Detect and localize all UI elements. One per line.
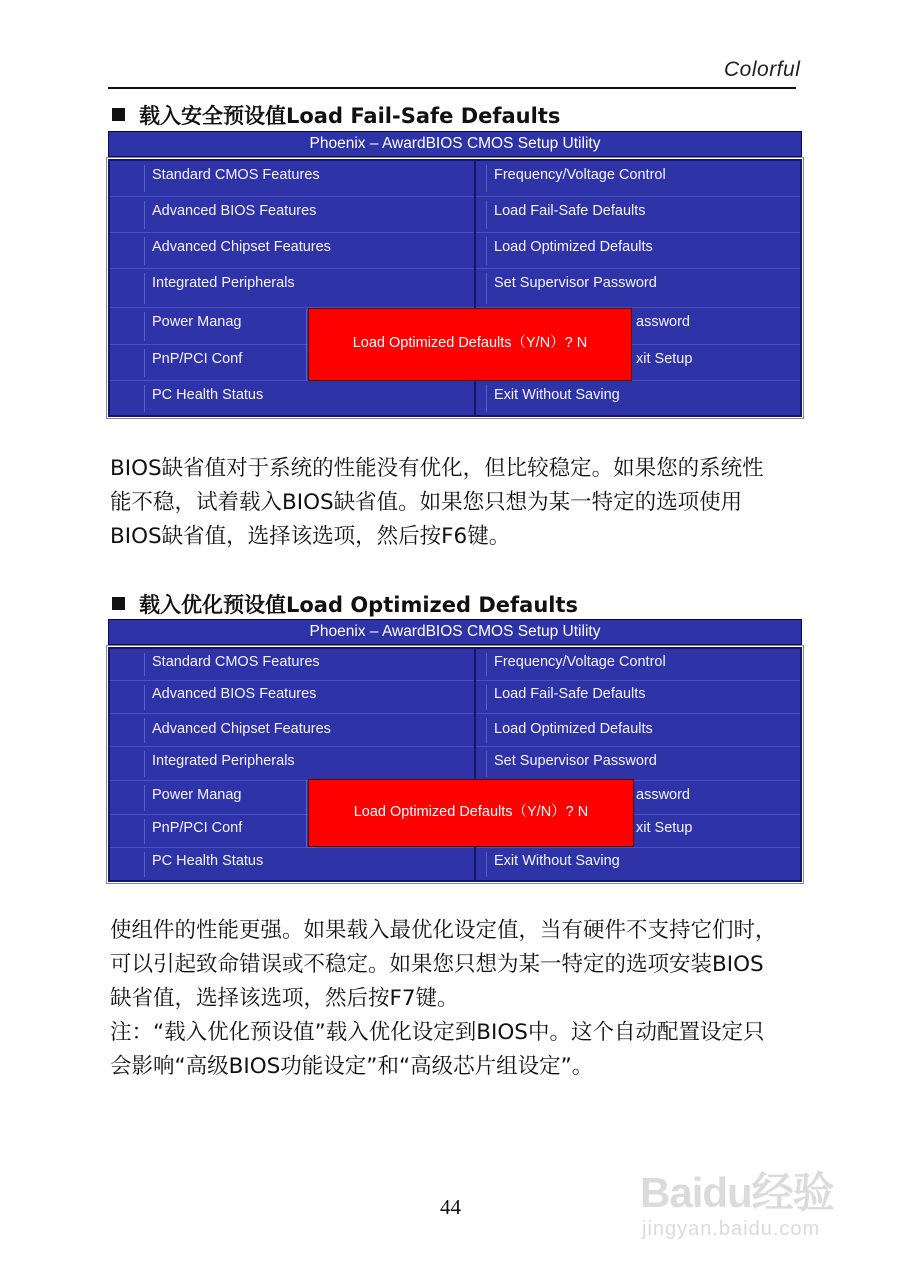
- menu-item-frequency-voltage[interactable]: Frequency/Voltage Control: [494, 167, 666, 183]
- watermark-url: jingyan.baidu.com: [642, 1218, 821, 1240]
- menu-item-exit-without-saving[interactable]: Exit Without Saving: [494, 853, 620, 869]
- bios-menu-panel: [108, 159, 802, 417]
- bios-menu-row: [476, 649, 800, 680]
- paragraph-line: 能不稳，试着载入BIOS缺省值。如果您只想为某一特定的选项使用: [110, 490, 743, 515]
- menu-item-supervisor-password[interactable]: Set Supervisor Password: [494, 753, 657, 769]
- menu-item-advanced-bios[interactable]: Advanced BIOS Features: [152, 203, 317, 219]
- menu-item-load-optimized[interactable]: Load Optimized Defaults: [494, 721, 653, 737]
- page-number: 44: [440, 1195, 461, 1219]
- bios-menu-row: [110, 746, 474, 781]
- menu-item-load-optimized[interactable]: Load Optimized Defaults: [494, 239, 653, 255]
- menu-item-advanced-bios[interactable]: Advanced BIOS Features: [152, 686, 317, 702]
- bios-screen-optimized: [108, 619, 802, 882]
- menu-item-integrated-peripherals[interactable]: Integrated Peripherals: [152, 753, 295, 769]
- bios-menu-row: [110, 161, 474, 196]
- bios-menu-row: [476, 746, 800, 781]
- brand-logo: Colorful: [724, 58, 801, 81]
- menu-item-pnp-pci[interactable]: PnP/PCI Conf: [152, 820, 243, 836]
- menu-item-frequency-voltage[interactable]: Frequency/Voltage Control: [494, 654, 666, 670]
- menu-item-exit-without-saving[interactable]: Exit Without Saving: [494, 387, 620, 403]
- menu-item-save-exit-partial[interactable]: xit Setup: [636, 820, 693, 836]
- bios-menu-row: [110, 649, 474, 680]
- menu-item-advanced-chipset[interactable]: Advanced Chipset Features: [152, 721, 331, 737]
- square-bullet-icon: [112, 108, 125, 121]
- paragraph-line: 注：“载入优化预设值”载入优化设定到BIOS中。这个自动配置设定只: [110, 1020, 765, 1045]
- paragraph-line: BIOS缺省值对于系统的性能没有优化，但比较稳定。如果您的系统性: [110, 456, 764, 481]
- menu-item-integrated-peripherals[interactable]: Integrated Peripherals: [152, 275, 295, 291]
- menu-item-pnp-pci[interactable]: PnP/PCI Conf: [152, 351, 243, 367]
- bios-menu-row: [476, 847, 800, 881]
- menu-item-user-password-partial[interactable]: assword: [636, 314, 690, 330]
- menu-item-save-exit-partial[interactable]: xit Setup: [636, 351, 693, 367]
- menu-item-advanced-chipset[interactable]: Advanced Chipset Features: [152, 239, 331, 255]
- paragraph-line: BIOS缺省值，选择该选项，然后按F6键。: [110, 524, 511, 549]
- menu-item-standard-cmos[interactable]: Standard CMOS Features: [152, 167, 320, 183]
- bios-title-bar: Phoenix – AwardBIOS CMOS Setup Utility: [108, 619, 802, 645]
- confirm-dialog[interactable]: Load Optimized Defaults（Y/N）? N: [308, 308, 632, 381]
- baidu-watermark: [640, 1160, 870, 1260]
- section-heading-fail-safe: [112, 100, 560, 130]
- menu-item-pc-health[interactable]: PC Health Status: [152, 853, 264, 869]
- menu-item-power-management[interactable]: Power Manag: [152, 314, 242, 330]
- menu-item-supervisor-password[interactable]: Set Supervisor Password: [494, 275, 657, 291]
- bios-menu-row: [476, 680, 800, 714]
- paragraph-line: 可以引起致命错误或不稳定。如果您只想为某一特定的选项安装BIOS: [110, 952, 764, 977]
- menu-item-standard-cmos[interactable]: Standard CMOS Features: [152, 654, 320, 670]
- menu-item-load-fail-safe[interactable]: Load Fail-Safe Defaults: [494, 686, 646, 702]
- bios-menu-row: [476, 161, 800, 196]
- bios-menu-row: [476, 380, 800, 416]
- bios-title-bar: Phoenix – AwardBIOS CMOS Setup Utility: [108, 131, 802, 157]
- section-heading-text: 载入优化预设值Load Optimized Defaults: [139, 593, 578, 617]
- watermark-logo: Baidu经验: [640, 1169, 834, 1216]
- bios-menu-row: [110, 268, 474, 308]
- paragraph-line: 会影响“高级BIOS功能设定”和“高级芯片组设定”。: [110, 1054, 594, 1079]
- bios-menu-row: [110, 713, 474, 747]
- bios-menu-row: [476, 196, 800, 233]
- bios-menu-row: [110, 380, 474, 416]
- bios-screen-fail-safe: [108, 131, 802, 417]
- bios-menu-row: [110, 847, 474, 881]
- paragraph-line: 使组件的性能更强。如果载入最优化设定值，当有硬件不支持它们时，: [110, 918, 777, 943]
- section-heading-text: 载入安全预设值Load Fail-Safe Defaults: [139, 104, 561, 128]
- menu-item-load-fail-safe[interactable]: Load Fail-Safe Defaults: [494, 203, 646, 219]
- menu-item-power-management[interactable]: Power Manag: [152, 787, 242, 803]
- section2-paragraph: [110, 914, 800, 1084]
- bios-menu-panel: [108, 647, 802, 882]
- header-rule: [108, 87, 796, 89]
- bios-menu-row: [476, 268, 800, 308]
- confirm-dialog[interactable]: Load Optimized Defaults（Y/N）? N: [308, 779, 634, 847]
- paragraph-line: 缺省值，选择该选项，然后按F7键。: [110, 986, 459, 1011]
- section1-paragraph: [110, 452, 800, 554]
- menu-item-user-password-partial[interactable]: assword: [636, 787, 690, 803]
- bios-menu-row: [110, 232, 474, 269]
- section-heading-optimized: [112, 589, 578, 619]
- bios-menu-row: [476, 713, 800, 747]
- bios-menu-row: [110, 196, 474, 233]
- bios-menu-row: [476, 232, 800, 269]
- menu-item-pc-health[interactable]: PC Health Status: [152, 387, 264, 403]
- square-bullet-icon: [112, 597, 125, 610]
- bios-menu-row: [110, 680, 474, 714]
